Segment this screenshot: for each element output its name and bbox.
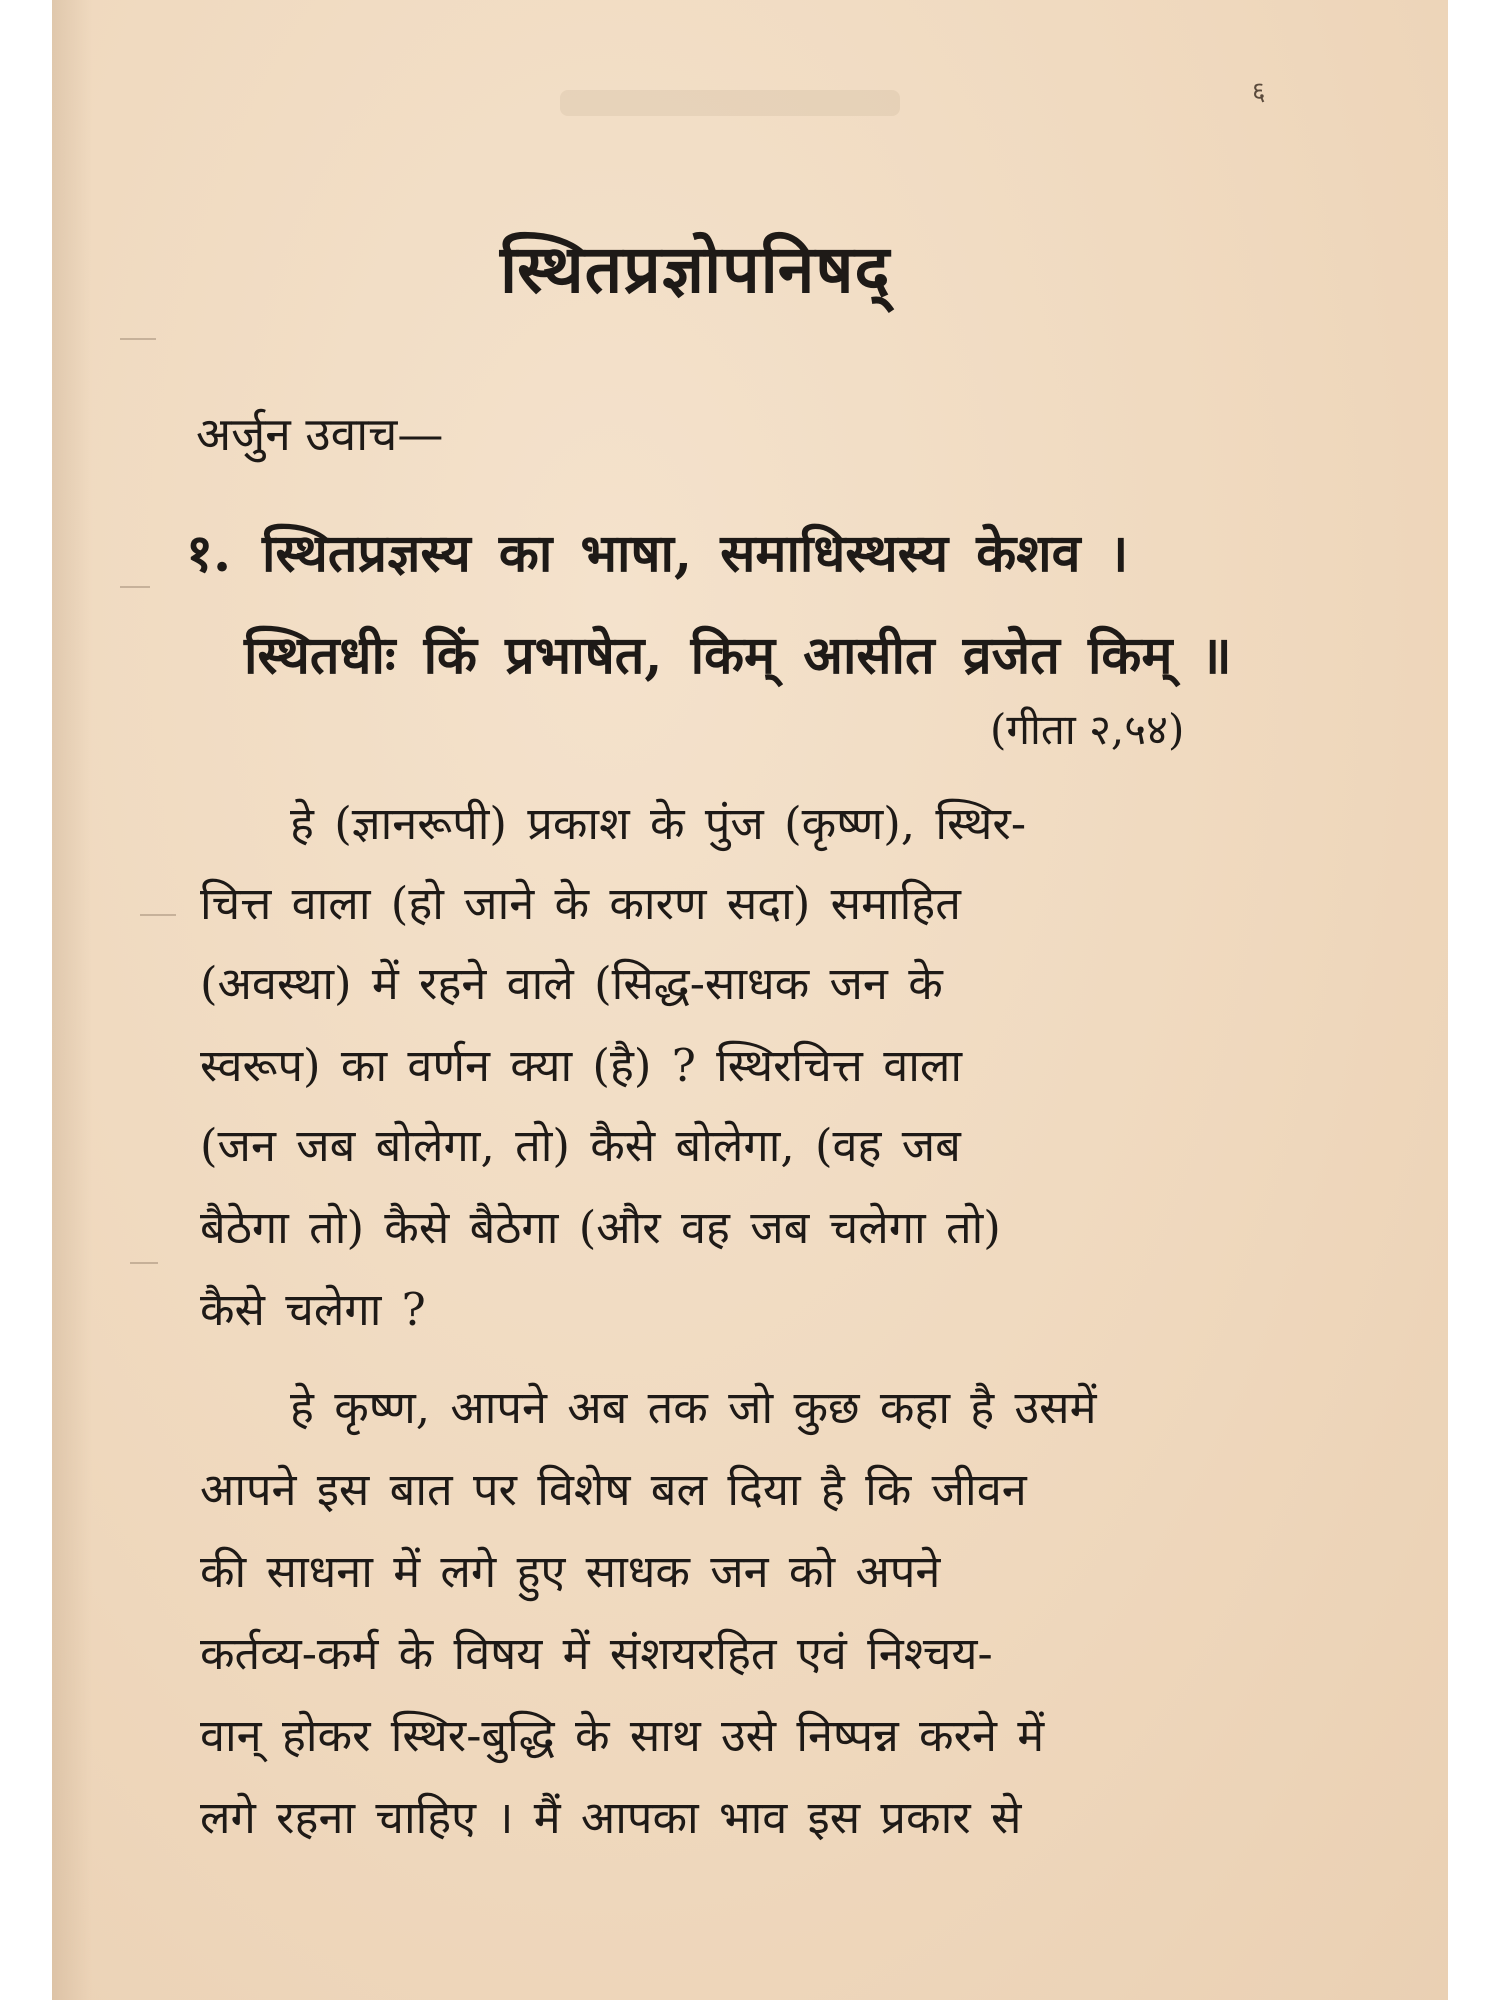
verse-reference: (गीता २,५४) <box>990 705 1185 754</box>
bleed-through-header <box>560 90 900 116</box>
paragraph-line: की साधना में लगे हुए साधक जन को अपने <box>200 1545 941 1598</box>
paragraph-line: कर्तव्य-कर्म के विषय में संशयरहित एवं निश्चय- <box>200 1627 993 1680</box>
paragraph-line: कैसे चलेगा ? <box>200 1283 426 1336</box>
page-shadow <box>52 0 92 2000</box>
verse-line-1: स्थितप्रज्ञस्य का भाषा, समाधिस्थस्य केशव । <box>262 523 1129 584</box>
paragraph-line: हे कृष्ण, आपने अब तक जो कुछ कहा है उसमें <box>290 1381 1097 1434</box>
verse-number: १. <box>186 523 232 584</box>
paragraph-line: वान् होकर स्थिर-बुद्धि के साथ उसे निष्पन्न करने में <box>200 1709 1045 1762</box>
paragraph-line: आपने इस बात पर विशेष बल दिया है कि जीवन <box>200 1463 1027 1516</box>
paragraph-line: लगे रहना चाहिए । मैं आपका भाव इस प्रकार से <box>200 1791 1022 1844</box>
paragraph-line: हे (ज्ञानरूपी) प्रकाश के पुंज (कृष्ण), स्थिर- <box>290 797 1027 850</box>
margin-mark <box>120 338 156 340</box>
paragraph-line: चित्त वाला (हो जाने के कारण सदा) समाहित <box>200 877 961 930</box>
speaker-label: अर्जुन उवाच— <box>196 407 444 461</box>
paragraph-line: (अवस्था) में रहने वाले (सिद्ध-साधक जन के <box>200 957 943 1010</box>
margin-mark <box>130 1262 158 1264</box>
page-title: स्थितप्रज्ञोपनिषद् <box>500 230 891 308</box>
margin-mark <box>120 586 150 588</box>
paragraph-line: (जन जब बोलेगा, तो) कैसे बोलेगा, (वह जब <box>200 1119 961 1172</box>
verse-line-2: स्थितधीः किं प्रभाषेत, किम् आसीत व्रजेत किम् ॥ <box>244 625 1232 686</box>
paragraph-line: बैठेगा तो) कैसे बैठेगा (और वह जब चलेगा तो) <box>200 1201 1001 1254</box>
paragraph-line: स्वरूप) का वर्णन क्या (है) ? स्थिरचित्त वाला <box>200 1039 963 1092</box>
page-number: ६ <box>1252 77 1266 107</box>
margin-mark <box>140 914 176 916</box>
